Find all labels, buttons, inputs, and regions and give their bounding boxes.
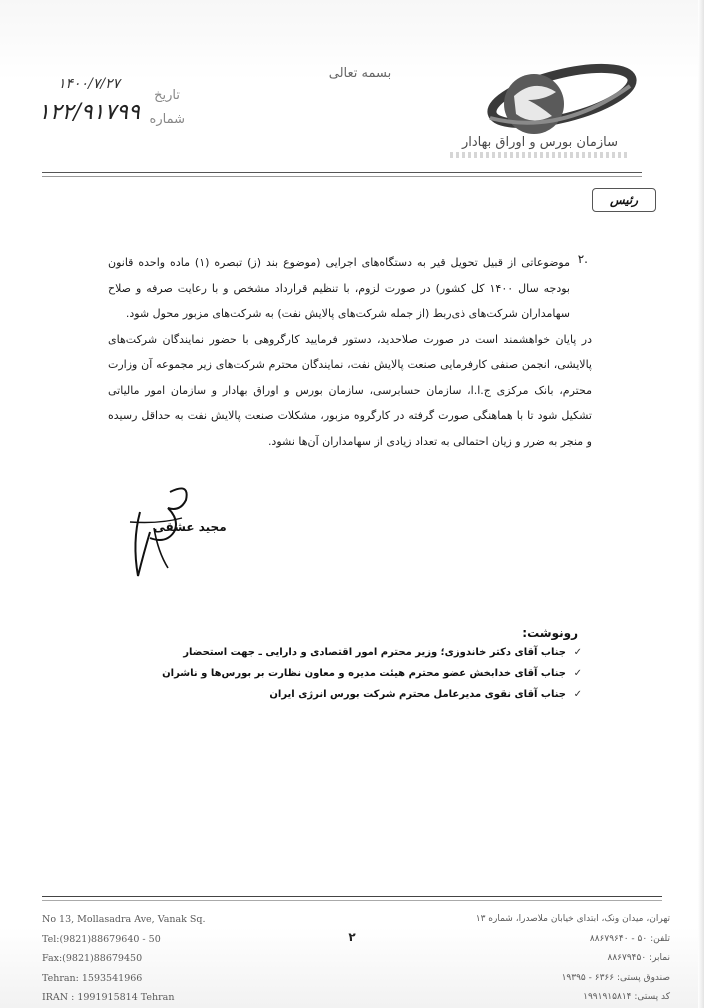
cc-item	[162, 663, 582, 684]
cc-list	[162, 642, 582, 705]
header-divider-secondary	[42, 176, 642, 177]
footer-en-line: Tel:(9821)88679640 - 50	[42, 933, 161, 945]
body-paragraph: در پایان خواهشمند است در صورت صلاحدید، دستور فرمایید کارگروهی با حضور نمایندگان شرکت‌های پالایشی، انجمن صنفی کارفرمایی صنعت پالایش نفت، نمایندگان محترم شرکت‌های زیر مجموعه آن وزارت محترم، بانک مرکزی ج.ا.ا، سازمان حسابرسی، سازمان بورس و اوراق بهادار و سازمان امور مالیاتی تشکیل شود تا با هماهنگی صورت گرفته در کارگروه مزبور، مشکلات صنعت پالایش نفت به حداقل رسیده و منجر به ضرر و زیان احتمالی به تعداد زیادی از سهامداران آن‌ها نشود.	[108, 332, 592, 448]
cc-item-text: جناب آقای خدابخش عضو محترم هیئت مدیره و معاون نظارت بر بورس‌ها و ناشران	[162, 668, 566, 679]
check-icon: ✓	[573, 647, 582, 658]
footer-fa-line: نمابر: ۸۸۶۷۹۴۵۰	[607, 953, 670, 963]
footer-en-line: IRAN : 1991915814 Tehran	[42, 992, 175, 1003]
footer-en-line: Fax:(9821)88679450	[42, 953, 143, 964]
check-icon: ✓	[573, 689, 582, 700]
recipient-label: رئیس	[592, 188, 656, 212]
check-icon: ✓	[573, 668, 582, 679]
signatory-name: مجید عشقی	[153, 520, 227, 534]
footer-fa-line: کد پستی: ۱۹۹۱۹۱۵۸۱۴	[583, 992, 670, 1002]
page-number: ۲	[348, 930, 356, 944]
cc-title: رونوشت:	[522, 626, 578, 640]
footer-divider	[42, 896, 662, 897]
letter-number: ۱۲۲/۹۱۷۹۹	[38, 100, 140, 125]
footer-address-fa	[470, 910, 670, 1008]
date-label: تاریخ	[154, 88, 180, 103]
cc-item-text: جناب آقای نقوی مدیرعامل محترم شرکت بورس انرژی ایران	[269, 689, 566, 700]
footer-fa-line: صندوق پستی: ۶۳۶۶ - ۱۹۳۹۵	[561, 972, 670, 983]
cc-item	[190, 684, 582, 705]
item-number: .۲	[577, 252, 588, 266]
scan-edge-shadow	[698, 0, 704, 1008]
basmala: بسمه تعالی	[328, 66, 392, 81]
footer-fa-line: تلفن: ۵۰ - ۸۸۶۷۹۶۴۰	[589, 933, 670, 944]
body-paragraph: موضوعاتی از قبیل تحویل قیر به دستگاه‌های اجرایی (موضوع بند (ز) تبصره (۱) ماده واحده قانون بودجه سال ۱۴۰۰ کل کشور) در صورت لزوم، با تنظیم قرارداد مشخص و با رعایت صرفه و صلاح سهامداران شرکت‌های ذی‌ربط (از جمله شرکت‌های پالایش نفت) به شرکت‌های مزبور محول شود.	[108, 256, 570, 320]
number-label: شماره	[149, 112, 185, 127]
organization-subtitle-decoration	[450, 152, 630, 158]
footer-en-line: Tehran: 1593541966	[42, 972, 143, 984]
cc-item-text: جناب آقای دکتر خاندوزی؛ وزیر محترم امور اقتصادی و دارایی ـ جهت استحضار	[183, 647, 566, 658]
date-value: ۱۴۰۰/۷/۲۷	[58, 76, 121, 92]
footer-en-line: No 13, Mollasadra Ave, Vanak Sq.	[42, 914, 206, 925]
organization-name: سازمان بورس و اوراق بهادار	[461, 135, 618, 150]
footer-fa-line: تهران، میدان ونک، ابتدای خیابان ملاصدرا، شماره ۱۳	[475, 914, 670, 924]
sec-logo-icon	[470, 56, 640, 144]
footer-address-en	[42, 910, 262, 1008]
cc-item	[183, 642, 582, 663]
footer-divider-secondary	[42, 900, 662, 901]
header-divider	[42, 172, 642, 173]
letter-body	[108, 250, 592, 454]
